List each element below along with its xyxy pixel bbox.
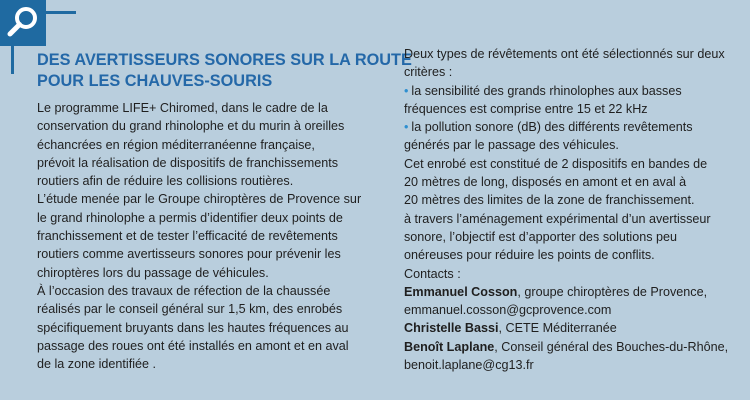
text-line: À l’occasion des travaux de réfection de la chaussée xyxy=(37,283,331,298)
contact-name: Emmanuel Cosson xyxy=(404,284,518,299)
right-column xyxy=(404,45,734,374)
contact-email: emmanuel.cosson@gcprovence.com xyxy=(404,303,612,318)
text-line: de la zone identifiée . xyxy=(37,357,157,372)
contact-email: benoit.laplane@cg13.fr xyxy=(404,358,534,373)
text-line: passage des roues ont été installés en amont et en aval xyxy=(37,338,349,353)
text-line: le grand rhinolophe a permis d’identifier deux points de xyxy=(37,210,343,225)
title-line: DES AVERTISSEURS SONORES SUR LA ROUTE xyxy=(37,51,412,69)
intro-line: critères : xyxy=(404,65,453,80)
bullet-text: la pollution sonore (dB) des différents revêtements xyxy=(411,120,693,135)
text-line: 20 mètres de long, disposés en amont et en aval à xyxy=(404,175,687,190)
article-title xyxy=(37,50,412,92)
contact-name: Benoît Laplane xyxy=(404,339,495,354)
bullet-item-noise xyxy=(404,118,734,136)
magnifier-icon xyxy=(6,5,40,39)
text-line: routiers afin de réduire les collisions routières. xyxy=(37,174,294,189)
contact-bassi xyxy=(404,319,734,337)
contacts-label: Contacts : xyxy=(404,266,461,281)
text-line: spécifiquement bruyants dans les hautes fréquences au xyxy=(37,320,349,335)
text-line: Le programme LIFE+ Chiromed, dans le cadre de la xyxy=(37,101,328,115)
text-line: L’étude menée par le Groupe chiroptères de Provence sur xyxy=(37,192,362,207)
contact-affiliation: , Conseil général des Bouches-du-Rhône, xyxy=(494,339,729,354)
text-line: conservation du grand rhinolophe et du murin à oreilles xyxy=(37,119,345,134)
contact-affiliation: , groupe chiroptères de Provence, xyxy=(517,284,708,299)
text-line: sonore, l’objectif est d’apporter des solutions peu xyxy=(404,229,678,244)
text-line: fréquences est comprise entre 15 et 22 kHz xyxy=(404,101,648,116)
text-line: générés par le passage des véhicules. xyxy=(404,138,619,153)
intro-line: Deux types de révêtements ont été sélectionnés sur deux xyxy=(404,47,725,61)
text-line: chiroptères lors du passage de véhicules. xyxy=(37,265,269,280)
contact-affiliation: , CETE Méditerranée xyxy=(498,321,617,336)
left-column xyxy=(37,50,412,373)
text-line: routiers comme avertisseurs sonores pour prévenir les xyxy=(37,247,341,262)
text-line: Cet enrobé est constitué de 2 dispositifs en bandes de xyxy=(404,156,708,171)
text-line: à travers l’aménagement expérimental d’un avertisseur xyxy=(404,211,711,226)
contact-name: Christelle Bassi xyxy=(404,321,499,336)
corner-line-vertical xyxy=(11,46,14,74)
text-line: 20 mètres des limites de la zone de franchissement. xyxy=(404,193,695,208)
bullet-item-frequency xyxy=(404,82,734,100)
corner-badge xyxy=(0,0,46,46)
bullet-text: la sensibilité des grands rhinolophes aux basses xyxy=(411,83,682,98)
contact-cosson xyxy=(404,283,734,301)
bullet-icon: • xyxy=(404,83,409,98)
text-line: échancrées en région méditerranéenne française, xyxy=(37,137,315,152)
text-line: prévoit la réalisation de dispositifs de franchissements xyxy=(37,155,339,170)
bullet-icon: • xyxy=(404,120,409,135)
text-line: franchissement et de tester l’efficacité de revêtements xyxy=(37,229,338,244)
corner-line-horizontal xyxy=(46,11,76,14)
title-line: POUR LES CHAUVES-SOURIS xyxy=(37,72,273,90)
contact-laplane xyxy=(404,338,734,356)
text-line: réalisés par le conseil général sur 1,5 km, des enrobés xyxy=(37,302,343,317)
text-line: onéreuses pour réduire les points de conflits. xyxy=(404,248,655,263)
left-body xyxy=(37,99,369,373)
